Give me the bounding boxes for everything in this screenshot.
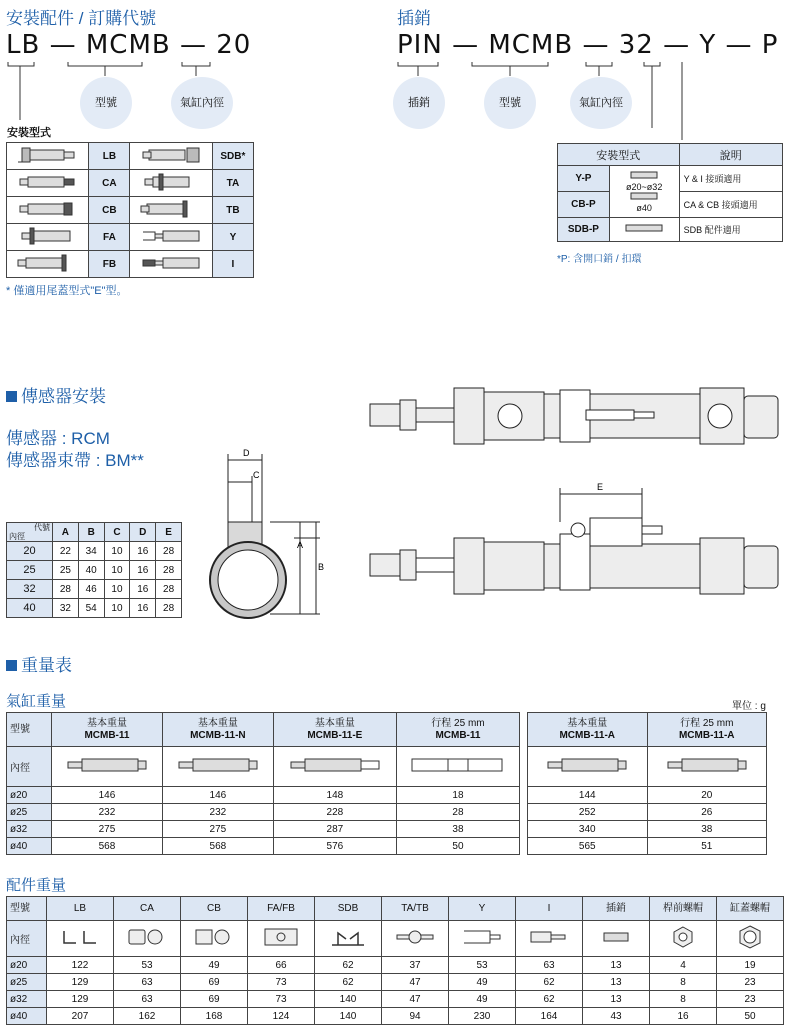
table-row (7, 991, 784, 1008)
col-top: 基本重量 (197, 717, 238, 729)
cylinder-icon (173, 756, 263, 774)
table-row (7, 542, 182, 561)
cell: 576 (273, 838, 396, 855)
sensor-title-text: 傳感器安裝 (21, 387, 106, 406)
sensor-line: 傳感器 : RCM (6, 429, 110, 448)
cell: 20 (647, 787, 767, 804)
cell: 40 (78, 561, 104, 580)
cell: 22 (53, 542, 79, 561)
cylinder-y-icon (139, 227, 203, 245)
table-row (7, 251, 254, 278)
cell: 28 (53, 580, 79, 599)
cell: 146 (52, 787, 163, 804)
table-row (7, 580, 182, 599)
drawing-row (7, 747, 520, 787)
table-row (7, 838, 520, 855)
cylinder-cb-icon (16, 200, 80, 218)
drawing-cell (583, 921, 650, 957)
table-row (558, 218, 783, 242)
cell: 146 (162, 787, 273, 804)
pin-table (557, 143, 783, 242)
mount-drawing-sdb (130, 143, 212, 170)
cell: 94 (382, 1008, 449, 1025)
pin-desc: Y & I 接頭適用 (679, 166, 782, 192)
pin-type: Y-P (558, 166, 610, 192)
dim-label-a: A (297, 540, 304, 550)
drawing-cell (449, 921, 516, 957)
col-model: 型號 (7, 897, 47, 921)
cell: 62 (315, 957, 382, 974)
col-header: CA (114, 897, 181, 921)
pin-header-mount: 安裝型式 (558, 144, 680, 166)
cell: 13 (583, 991, 650, 1008)
col-bottom: MCMB-11-A (678, 729, 735, 741)
drawing-cell (114, 921, 181, 957)
cell: 18 (396, 787, 519, 804)
dim-label-e: E (597, 482, 604, 492)
mount-code: TB (212, 197, 253, 224)
cell: 16 (650, 1008, 717, 1025)
cell: 69 (181, 974, 248, 991)
dim-label-c: C (253, 470, 260, 480)
row-bore: ø32 (7, 821, 52, 838)
table-row (7, 143, 254, 170)
col-bottom: MCMB-11 (435, 729, 481, 741)
pin-type: CB-P (558, 192, 610, 218)
cell: 13 (583, 974, 650, 991)
col-bottom: MCMB-11-E (307, 729, 363, 741)
square-bullet-icon (6, 391, 17, 402)
cell: 69 (181, 991, 248, 1008)
cell: 228 (273, 804, 396, 821)
code-part-suffix: P (761, 30, 779, 60)
cell: 32 (53, 599, 79, 618)
cell: 73 (248, 991, 315, 1008)
cell: 63 (114, 974, 181, 991)
cell: 47 (382, 991, 449, 1008)
cylinder-ta-icon (139, 173, 203, 191)
pin-icon (629, 192, 659, 200)
table-row (7, 561, 182, 580)
col-header: D (130, 523, 156, 542)
row-bore: ø25 (7, 974, 47, 991)
col-header: A (53, 523, 79, 542)
col-bottom: MCMB-11 (84, 729, 130, 741)
cell: 43 (583, 1008, 650, 1025)
col-header: Y (449, 897, 516, 921)
cell: 66 (248, 957, 315, 974)
circle-pin: 插銷 (393, 77, 445, 129)
table-row (7, 1008, 784, 1025)
cell: 28 (156, 580, 182, 599)
drawing-cell (650, 921, 717, 957)
cell: 49 (449, 991, 516, 1008)
table-row (528, 804, 767, 821)
col-bottom: MCMB-11-N (190, 729, 246, 741)
cell: 19 (717, 957, 784, 974)
cell: 62 (516, 991, 583, 1008)
cell: 129 (47, 991, 114, 1008)
col-header: 桿前螺帽 (650, 897, 717, 921)
cell: 10 (104, 599, 130, 618)
drawing-cell (396, 747, 519, 787)
col-header: LB (47, 897, 114, 921)
pin-type: SDB-P (558, 218, 610, 242)
sensor-band-line: 傳感器束帶 : BM** (6, 451, 144, 470)
code-dash: — (179, 30, 217, 60)
cell: 46 (78, 580, 104, 599)
mount-type-label: 安裝型式 (7, 127, 51, 139)
col-model: 型號 (7, 713, 52, 747)
drawing-cell (516, 921, 583, 957)
cell: 168 (181, 1008, 248, 1025)
table-row (7, 974, 784, 991)
cell: 568 (162, 838, 273, 855)
cylinder-weight-title: 氣缸重量 (6, 693, 67, 710)
cell: 51 (647, 838, 767, 855)
y-joint-icon (460, 927, 504, 947)
col-header: FA/FB (248, 897, 315, 921)
circle-model: 型號 (484, 77, 536, 129)
col-top: 基本重量 (567, 717, 608, 729)
cell: 340 (528, 821, 648, 838)
cylinder-weight-table (6, 712, 520, 855)
mount-code: CA (89, 170, 130, 197)
cell: 568 (52, 838, 163, 855)
rod-nut-icon (661, 925, 705, 949)
dim-label-d: D (243, 448, 250, 458)
cell: 162 (114, 1008, 181, 1025)
square-bullet-icon (6, 660, 17, 671)
row-bore-label: 內徑 (7, 747, 52, 787)
cylinder-icon (285, 756, 385, 774)
cell: 16 (130, 599, 156, 618)
drawing-cell (528, 747, 648, 787)
mount-drawing-cb (7, 197, 89, 224)
code-part-model: MCMB (488, 30, 574, 60)
cell: 122 (47, 957, 114, 974)
code-part-bore: 32 (618, 30, 654, 60)
mount-code: LB (89, 143, 130, 170)
mount-code: CB (89, 197, 130, 224)
cb-clevis-icon (192, 927, 236, 947)
cover-nut-icon (728, 925, 772, 949)
table-row (528, 838, 767, 855)
drawing-cell (647, 747, 767, 787)
i-joint-icon (527, 927, 571, 947)
sensor-dim-table (6, 522, 182, 618)
cell: 10 (104, 542, 130, 561)
col-top: 基本重量 (314, 717, 355, 729)
cell: 10 (104, 580, 130, 599)
col-top: 行程 25 mm (680, 717, 734, 729)
mount-type-table (6, 142, 254, 278)
mount-code: FB (89, 251, 130, 278)
code-dash: — (452, 30, 489, 60)
cell: 10 (104, 561, 130, 580)
table-row (7, 787, 520, 804)
code-part-mount: Y (699, 30, 717, 60)
table-row (558, 166, 783, 192)
mount-drawing-fb (7, 251, 89, 278)
lb-bracket-icon (58, 927, 102, 947)
table-row (7, 197, 254, 224)
table-row (7, 170, 254, 197)
pin-icon (594, 927, 638, 947)
drawing-cell (47, 921, 114, 957)
order-code-title: 安裝配件 / 訂購代號 (6, 9, 157, 28)
cylinder-stroke-icon (408, 756, 508, 774)
code-dash: — (725, 30, 762, 60)
pin-drawing (609, 218, 679, 242)
cell: 287 (273, 821, 396, 838)
pin-icon (629, 171, 659, 179)
cylinder-i-icon (139, 254, 203, 272)
col-top: 基本重量 (86, 717, 127, 729)
row-bore-label: 內徑 (7, 921, 47, 957)
col-header: SDB (315, 897, 382, 921)
cell: 28 (156, 561, 182, 580)
cell: 13 (583, 957, 650, 974)
dim-label-b: B (318, 562, 325, 572)
code-part-pin: PIN (397, 30, 443, 60)
cell: 232 (52, 804, 163, 821)
cell: 53 (449, 957, 516, 974)
weight-title-text: 重量表 (21, 656, 72, 675)
cell: 63 (516, 957, 583, 974)
circle-bore: 氣缸內徑 (570, 77, 632, 129)
cell: 37 (382, 957, 449, 974)
drawing-cell (181, 921, 248, 957)
cell: 28 (396, 804, 519, 821)
col-header: 缸蓋螺帽 (717, 897, 784, 921)
cell: 230 (449, 1008, 516, 1025)
pin-header-desc: 說明 (679, 144, 782, 166)
cell: 4 (650, 957, 717, 974)
accessory-weight-title: 配件重量 (6, 877, 67, 894)
cell: 62 (516, 974, 583, 991)
row-bore: 40 (7, 599, 53, 618)
cell: 34 (78, 542, 104, 561)
cell: 16 (130, 580, 156, 599)
table-row (7, 804, 520, 821)
cylinder-ca-icon (16, 173, 80, 191)
drawing-cell (52, 747, 163, 787)
row-bore: 20 (7, 542, 53, 561)
pin-desc: CA & CB 接頭適用 (679, 192, 782, 218)
cylinder-fb-icon (16, 254, 80, 272)
mount-code: SDB* (212, 143, 253, 170)
table-row (528, 821, 767, 838)
cell: 8 (650, 974, 717, 991)
cell: 26 (647, 804, 767, 821)
drawing-cell (248, 921, 315, 957)
cell: 23 (717, 974, 784, 991)
mount-drawing-i (130, 251, 212, 278)
col-header: CB (181, 897, 248, 921)
pin-note: *P: 含開口銷 / 扣環 (557, 254, 642, 265)
cell: 49 (449, 974, 516, 991)
row-bore: 32 (7, 580, 53, 599)
cell: 148 (273, 787, 396, 804)
cell: 73 (248, 974, 315, 991)
cell: 565 (528, 838, 648, 855)
pin-spec: ø40 (636, 202, 652, 213)
drawing-cell (273, 747, 396, 787)
row-bore: 25 (7, 561, 53, 580)
row-bore: ø25 (7, 804, 52, 821)
code-part-bore: 20 (216, 30, 252, 60)
drawing-row (7, 921, 784, 957)
col-header: 插銷 (583, 897, 650, 921)
row-bore: ø40 (7, 1008, 47, 1025)
cell: 38 (396, 821, 519, 838)
mount-drawing-ca (7, 170, 89, 197)
cylinder-icon (662, 756, 752, 774)
table-row (7, 599, 182, 618)
drawing-cell (382, 921, 449, 957)
mount-drawing-fa (7, 224, 89, 251)
table-row (7, 957, 784, 974)
cell: 38 (647, 821, 767, 838)
mount-drawing-ta (130, 170, 212, 197)
col-header: I (516, 897, 583, 921)
mount-note: * 僅適用尾蓋型式"E"型。 (6, 285, 128, 297)
cell: 53 (114, 957, 181, 974)
code-dash: — (49, 30, 86, 60)
mount-code: Y (212, 224, 253, 251)
code-dash: — (582, 30, 619, 60)
cell: 164 (516, 1008, 583, 1025)
pin-title: 插銷 (397, 9, 431, 28)
order-code-lb (6, 30, 251, 60)
cell: 62 (315, 974, 382, 991)
col-header (396, 713, 519, 747)
row-bore: ø20 (7, 787, 52, 804)
drawing-cell (315, 921, 382, 957)
cell: 50 (396, 838, 519, 855)
cell: 144 (528, 787, 648, 804)
mount-code: TA (212, 170, 253, 197)
cell: 16 (130, 542, 156, 561)
circle-bore: 氣缸內徑 (171, 77, 233, 129)
cell: 28 (156, 599, 182, 618)
ca-clevis-icon (125, 927, 169, 947)
mount-code: FA (89, 224, 130, 251)
col-header (528, 713, 648, 747)
corner-top: 代號 (34, 523, 50, 532)
sensor-models (6, 428, 144, 472)
cylinder-lb-icon (16, 146, 80, 164)
cell: 140 (315, 1008, 382, 1025)
trunnion-icon (393, 927, 437, 947)
col-header (273, 713, 396, 747)
cylinder-a-weight-table (527, 712, 767, 855)
sensor-title (6, 382, 106, 407)
cell: 129 (47, 974, 114, 991)
cell: 63 (114, 991, 181, 1008)
mount-code: I (212, 251, 253, 278)
mount-drawing-tb (130, 197, 212, 224)
cell: 23 (717, 991, 784, 1008)
unit-label: 單位 : g (732, 701, 766, 712)
col-header (162, 713, 273, 747)
col-header (52, 713, 163, 747)
col-bottom: MCMB-11-A (559, 729, 616, 741)
accessory-weight-table (6, 896, 784, 1025)
cell: 275 (52, 821, 163, 838)
table-row (7, 821, 520, 838)
cylinder-tb-icon (139, 200, 203, 218)
mount-drawing-y (130, 224, 212, 251)
pin-drawing (609, 166, 679, 218)
cell: 275 (162, 821, 273, 838)
col-header: B (78, 523, 104, 542)
pin-spec: ø20~ø32 (626, 181, 663, 192)
cell: 140 (315, 991, 382, 1008)
sdb-bracket-icon (326, 927, 370, 947)
corner-cell (7, 523, 53, 542)
col-header: TA/TB (382, 897, 449, 921)
row-bore: ø32 (7, 991, 47, 1008)
mount-drawing-lb (7, 143, 89, 170)
cell: 124 (248, 1008, 315, 1025)
pin-icon (624, 224, 664, 232)
code-part-model: MCMB (85, 30, 171, 60)
order-code-pin (397, 30, 778, 60)
col-header: C (104, 523, 130, 542)
cylinder-sensor-drawing (360, 382, 790, 622)
weight-title (6, 651, 72, 676)
row-bore: ø40 (7, 838, 52, 855)
cell: 252 (528, 804, 648, 821)
cylinder-icon (542, 756, 632, 774)
cell: 232 (162, 804, 273, 821)
cell: 47 (382, 974, 449, 991)
flange-icon (259, 927, 303, 947)
corner-bottom: 內徑 (9, 532, 25, 541)
cell: 16 (130, 561, 156, 580)
cylinder-sdb-icon (139, 146, 203, 164)
circle-model: 型號 (80, 77, 132, 129)
cell: 50 (717, 1008, 784, 1025)
pin-desc: SDB 配件適用 (679, 218, 782, 242)
cell: 49 (181, 957, 248, 974)
cell: 8 (650, 991, 717, 1008)
table-row (7, 224, 254, 251)
cell: 25 (53, 561, 79, 580)
table-row (528, 787, 767, 804)
row-bore: ø20 (7, 957, 47, 974)
cell: 54 (78, 599, 104, 618)
cell: 28 (156, 542, 182, 561)
drawing-row (528, 747, 767, 787)
sensor-band-drawing (200, 440, 340, 620)
drawing-cell (717, 921, 784, 957)
code-part-mount: LB (6, 30, 41, 60)
code-dash: — (663, 30, 700, 60)
col-header (647, 713, 767, 747)
col-top: 行程 25 mm (431, 717, 485, 729)
drawing-cell (162, 747, 273, 787)
cylinder-icon (62, 756, 152, 774)
cylinder-fa-icon (16, 227, 80, 245)
col-header: E (156, 523, 182, 542)
cell: 207 (47, 1008, 114, 1025)
